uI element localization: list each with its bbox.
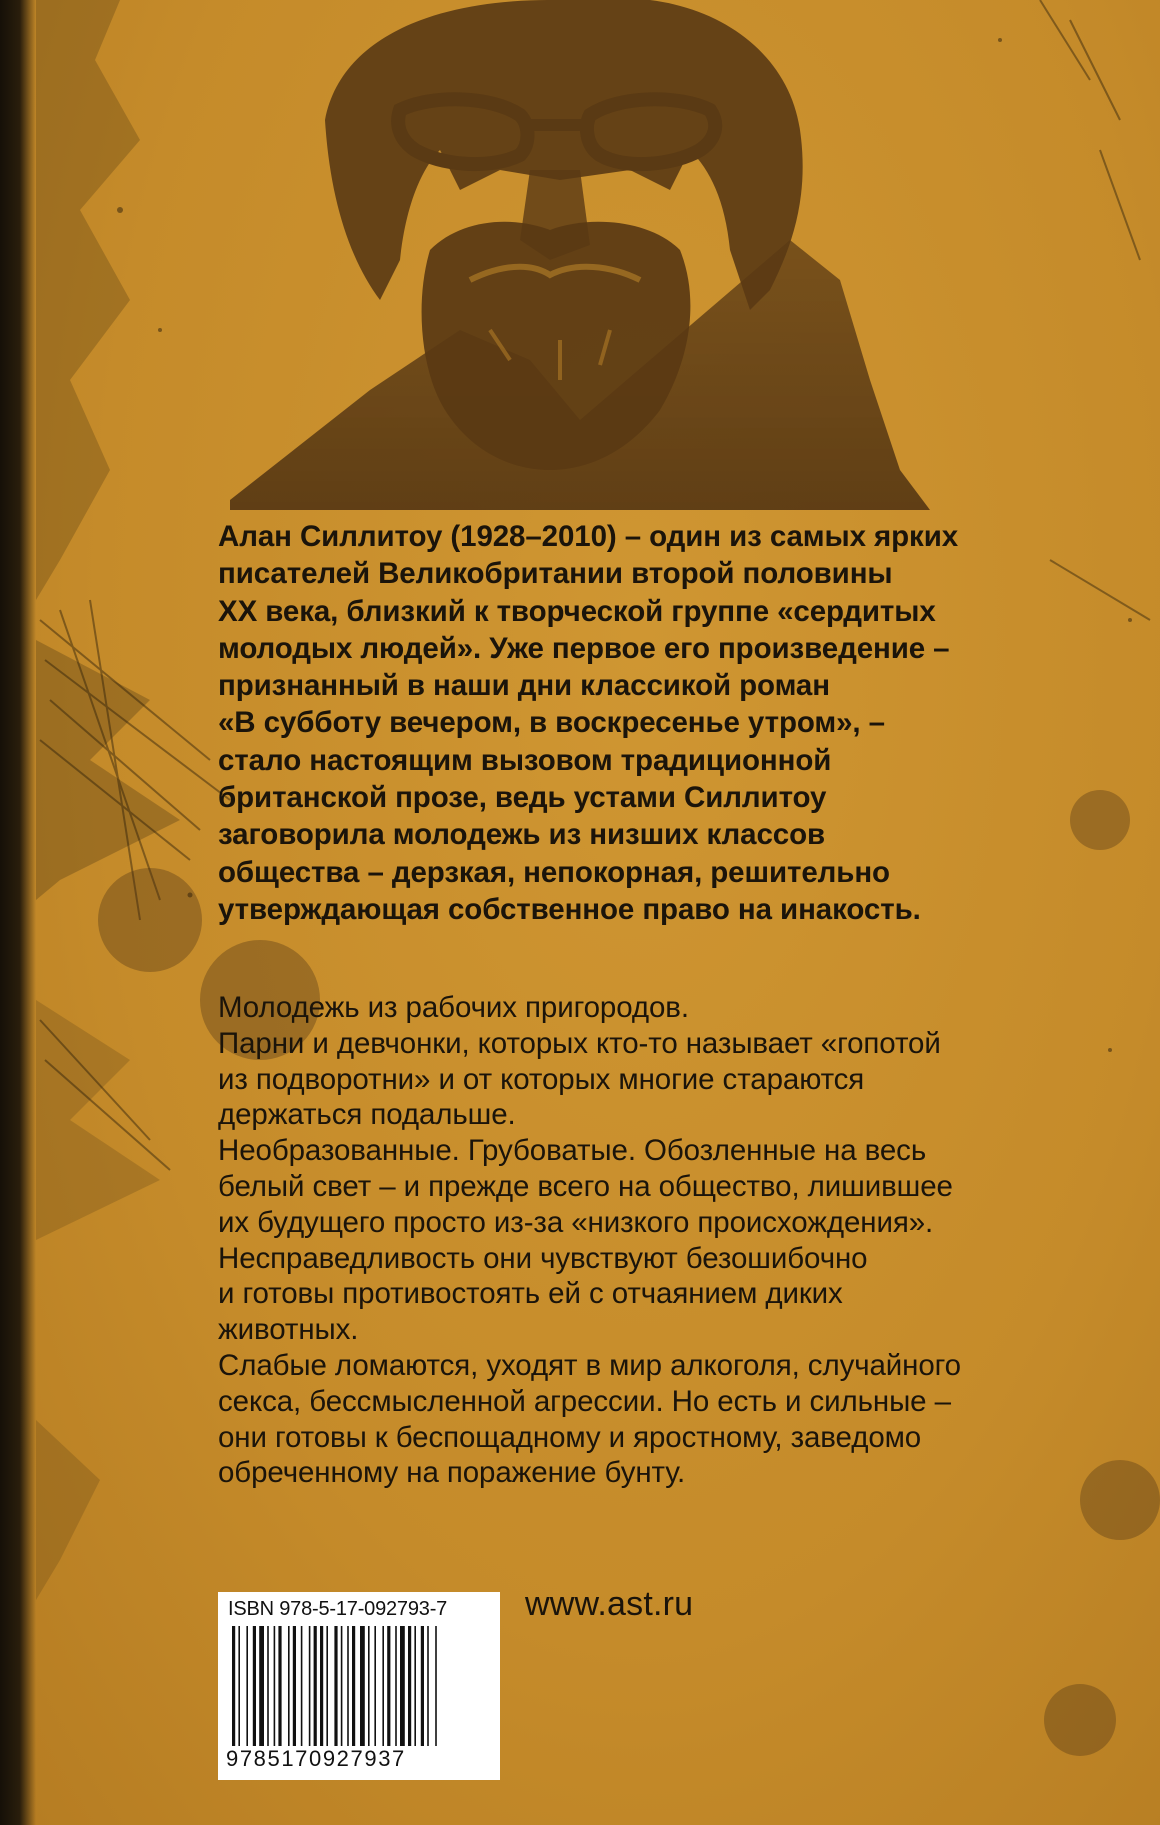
- barcode-bar: [368, 1626, 370, 1746]
- barcode-bar: [352, 1626, 355, 1746]
- isbn-number: ISBN 978-5-17-092793-7: [228, 1598, 448, 1620]
- barcode-bar: [246, 1626, 248, 1746]
- barcode-bar: [382, 1626, 384, 1746]
- barcode-bar: [278, 1626, 281, 1746]
- barcode-bar: [274, 1626, 276, 1746]
- barcode-bar: [253, 1626, 256, 1746]
- barcode-bar: [427, 1626, 429, 1746]
- barcode-bar: [400, 1626, 405, 1746]
- barcode-bar: [238, 1626, 240, 1746]
- publisher-website: www.ast.ru: [525, 1585, 694, 1623]
- barcode-bar: [293, 1626, 296, 1746]
- barcode-bar: [314, 1626, 317, 1746]
- barcode-bar: [395, 1626, 397, 1746]
- barcode-bar: [374, 1626, 376, 1746]
- barcode-bar: [232, 1626, 235, 1746]
- barcode-bar: [421, 1626, 424, 1746]
- barcode-bar: [259, 1626, 264, 1746]
- barcode-bar: [387, 1626, 390, 1746]
- barcode-bar: [326, 1626, 328, 1746]
- barcode-bar: [301, 1626, 303, 1746]
- book-description: Молодежь из рабочих пригородов. Парни и девчонки, которых кто-то называет «гопотой из подворотни» и от которых многие стараются держаться подальше. Необразованные. Грубоватые. Обозленные на весь белый свет – и прежде всего на общество, лишившее их будущего просто из-за «низкого происхождения». Несправедливость они чувствуют безошибочно и готовы противостоять ей с отчаянием диких животных. Слабые ломаются, уходят в мир алкоголя, случайного секса, бессмысленной агрессии. Но есть и сильные – они готовы к беспощадному и яростному, заведомо обреченному на поражение бунту.: [218, 991, 961, 1490]
- barcode-bar: [341, 1626, 343, 1746]
- barcode-bar: [309, 1626, 311, 1746]
- author-blurb: Алан Силлитоу (1928–2010) – один из самых ярких писателей Великобритании второй половины XX века, близкий к творческой группе «сердитых молодых людей». Уже первое его произведение – признанный в наши дни классикой роман «В субботу вечером, в воскресенье утром», – стало настоящим вызовом традиционной британской прозе, ведь устами Силлитоу заговорила молодежь из низших классов общества – дерзкая, непокорная, решительно утверждающая собственное право на инакость.: [218, 520, 959, 926]
- barcode-bar: [334, 1626, 337, 1746]
- barcode-bar: [360, 1626, 365, 1746]
- barcode-bar: [408, 1626, 411, 1746]
- spine-shadow: [0, 0, 36, 1825]
- barcode-bar: [320, 1626, 323, 1746]
- barcode-bar: [414, 1626, 416, 1746]
- barcode-bar: [347, 1626, 349, 1746]
- barcode-icon: [230, 1626, 488, 1746]
- barcode-bar: [288, 1626, 290, 1746]
- ean-digits: 9785170927937: [226, 1746, 406, 1771]
- author-portrait-icon: [230, 0, 930, 510]
- isbn-barcode: [218, 1592, 500, 1780]
- barcode-bar: [267, 1626, 269, 1746]
- barcode-bar: [435, 1626, 437, 1746]
